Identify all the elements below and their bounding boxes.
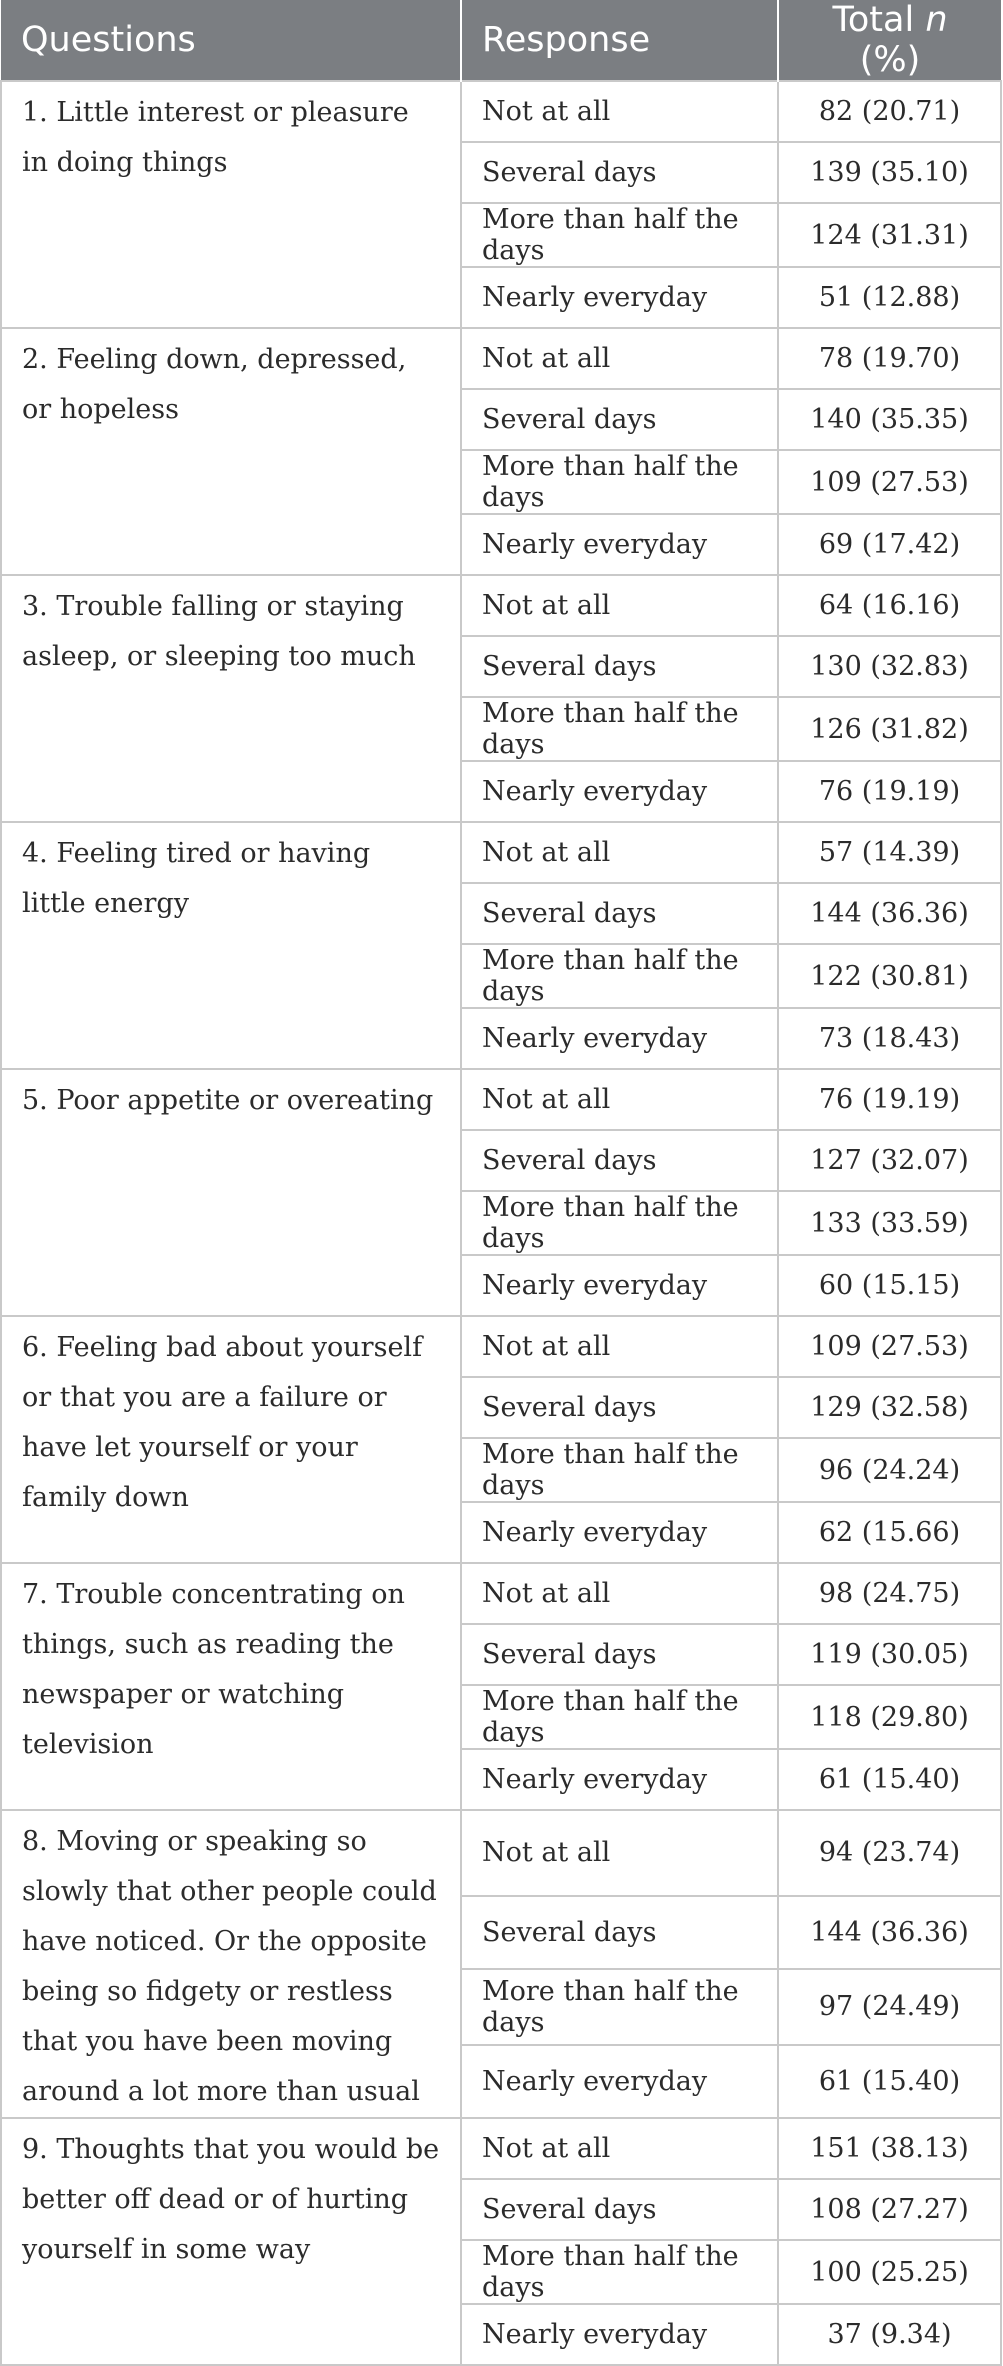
table-row	[1, 1069, 1001, 1130]
total-cell: 78 (19.70)	[778, 328, 1001, 389]
response-cell: Nearly everyday	[461, 2304, 778, 2365]
total-cell: 73 (18.43)	[778, 1008, 1001, 1069]
total-cell: 76 (19.19)	[778, 1069, 1001, 1130]
header-total-n: n	[925, 0, 948, 40]
table-row	[1, 1316, 1001, 1377]
header-total-label: Total	[832, 0, 915, 40]
response-cell: Not at all	[461, 2118, 778, 2179]
total-cell: 109 (27.53)	[778, 1316, 1001, 1377]
response-cell: More than half the days	[461, 1438, 778, 1502]
total-cell: 51 (12.88)	[778, 267, 1001, 328]
header-questions: Questions	[1, 0, 461, 81]
table-body	[1, 81, 1001, 2365]
table-row	[1, 81, 1001, 142]
response-cell: More than half the days	[461, 697, 778, 761]
question-cell: 6. Feeling bad about yourself or that you are a failure or have let yourself or your family down	[1, 1316, 461, 1563]
response-cell: Several days	[461, 1130, 778, 1191]
header-total	[778, 0, 1001, 81]
response-cell: Several days	[461, 1377, 778, 1438]
total-cell: 130 (32.83)	[778, 636, 1001, 697]
total-cell: 62 (15.66)	[778, 1502, 1001, 1563]
total-cell: 127 (32.07)	[778, 1130, 1001, 1191]
response-cell: Several days	[461, 2179, 778, 2240]
total-cell: 96 (24.24)	[778, 1438, 1001, 1502]
response-cell: Nearly everyday	[461, 1255, 778, 1316]
response-cell: More than half the days	[461, 450, 778, 514]
response-cell: More than half the days	[461, 1969, 778, 2045]
response-cell: Several days	[461, 142, 778, 203]
response-cell: Several days	[461, 1896, 778, 1969]
total-cell: 98 (24.75)	[778, 1563, 1001, 1624]
total-cell: 100 (25.25)	[778, 2240, 1001, 2304]
response-cell: More than half the days	[461, 203, 778, 267]
response-cell: Nearly everyday	[461, 2045, 778, 2118]
total-cell: 61 (15.40)	[778, 1749, 1001, 1810]
total-cell: 37 (9.34)	[778, 2304, 1001, 2365]
response-cell: Not at all	[461, 81, 778, 142]
question-cell: 8. Moving or speaking so slowly that other people could have noticed. Or the opposite being so fidgety or restless that you have been moving around a lot more than usual	[1, 1810, 461, 2118]
total-cell: 126 (31.82)	[778, 697, 1001, 761]
response-cell: Not at all	[461, 1069, 778, 1130]
table-row	[1, 2118, 1001, 2179]
response-cell: More than half the days	[461, 944, 778, 1008]
response-cell: More than half the days	[461, 2240, 778, 2304]
header-row	[1, 0, 1001, 81]
table-row	[1, 1810, 1001, 1896]
response-cell: Nearly everyday	[461, 514, 778, 575]
response-cell: Not at all	[461, 1563, 778, 1624]
question-cell: 7. Trouble concentrating on things, such as reading the newspaper or watching television	[1, 1563, 461, 1810]
table-row	[1, 328, 1001, 389]
total-cell: 108 (27.27)	[778, 2179, 1001, 2240]
total-cell: 69 (17.42)	[778, 514, 1001, 575]
response-cell: Nearly everyday	[461, 1749, 778, 1810]
response-cell: Nearly everyday	[461, 761, 778, 822]
response-cell: Several days	[461, 1624, 778, 1685]
table-row	[1, 822, 1001, 883]
question-cell: 2. Feeling down, depressed, or hopeless	[1, 328, 461, 575]
total-cell: 118 (29.80)	[778, 1685, 1001, 1749]
response-cell: Several days	[461, 636, 778, 697]
question-cell: 3. Trouble falling or staying asleep, or sleeping too much	[1, 575, 461, 822]
response-cell: Nearly everyday	[461, 1502, 778, 1563]
question-cell: 1. Little interest or pleasure in doing things	[1, 81, 461, 328]
total-cell: 109 (27.53)	[778, 450, 1001, 514]
total-cell: 64 (16.16)	[778, 575, 1001, 636]
question-cell: 5. Poor appetite or overeating	[1, 1069, 461, 1316]
total-cell: 124 (31.31)	[778, 203, 1001, 267]
total-cell: 82 (20.71)	[778, 81, 1001, 142]
question-cell: 9. Thoughts that you would be better off dead or of hurting yourself in some way	[1, 2118, 461, 2365]
total-cell: 144 (36.36)	[778, 883, 1001, 944]
total-cell: 140 (35.35)	[778, 389, 1001, 450]
total-cell: 122 (30.81)	[778, 944, 1001, 1008]
response-cell: Not at all	[461, 822, 778, 883]
table-header	[1, 0, 1001, 81]
total-cell: 94 (23.74)	[778, 1810, 1001, 1896]
header-response: Response	[461, 0, 778, 81]
total-cell: 61 (15.40)	[778, 2045, 1001, 2118]
total-cell: 60 (15.15)	[778, 1255, 1001, 1316]
total-cell: 119 (30.05)	[778, 1624, 1001, 1685]
response-cell: Not at all	[461, 575, 778, 636]
response-cell: Not at all	[461, 1316, 778, 1377]
response-cell: More than half the days	[461, 1191, 778, 1255]
response-cell: Not at all	[461, 1810, 778, 1896]
total-cell: 133 (33.59)	[778, 1191, 1001, 1255]
total-cell: 144 (36.36)	[778, 1896, 1001, 1969]
total-cell: 129 (32.58)	[778, 1377, 1001, 1438]
total-cell: 57 (14.39)	[778, 822, 1001, 883]
response-cell: Several days	[461, 883, 778, 944]
question-cell: 4. Feeling tired or having little energy	[1, 822, 461, 1069]
total-cell: 139 (35.10)	[778, 142, 1001, 203]
response-cell: Several days	[461, 389, 778, 450]
header-total-percent: (%)	[859, 40, 921, 80]
response-cell: Nearly everyday	[461, 267, 778, 328]
response-cell: Not at all	[461, 328, 778, 389]
total-cell: 151 (38.13)	[778, 2118, 1001, 2179]
response-cell: Nearly everyday	[461, 1008, 778, 1069]
table-row	[1, 575, 1001, 636]
total-cell: 97 (24.49)	[778, 1969, 1001, 2045]
total-cell: 76 (19.19)	[778, 761, 1001, 822]
table-row	[1, 1563, 1001, 1624]
response-cell: More than half the days	[461, 1685, 778, 1749]
